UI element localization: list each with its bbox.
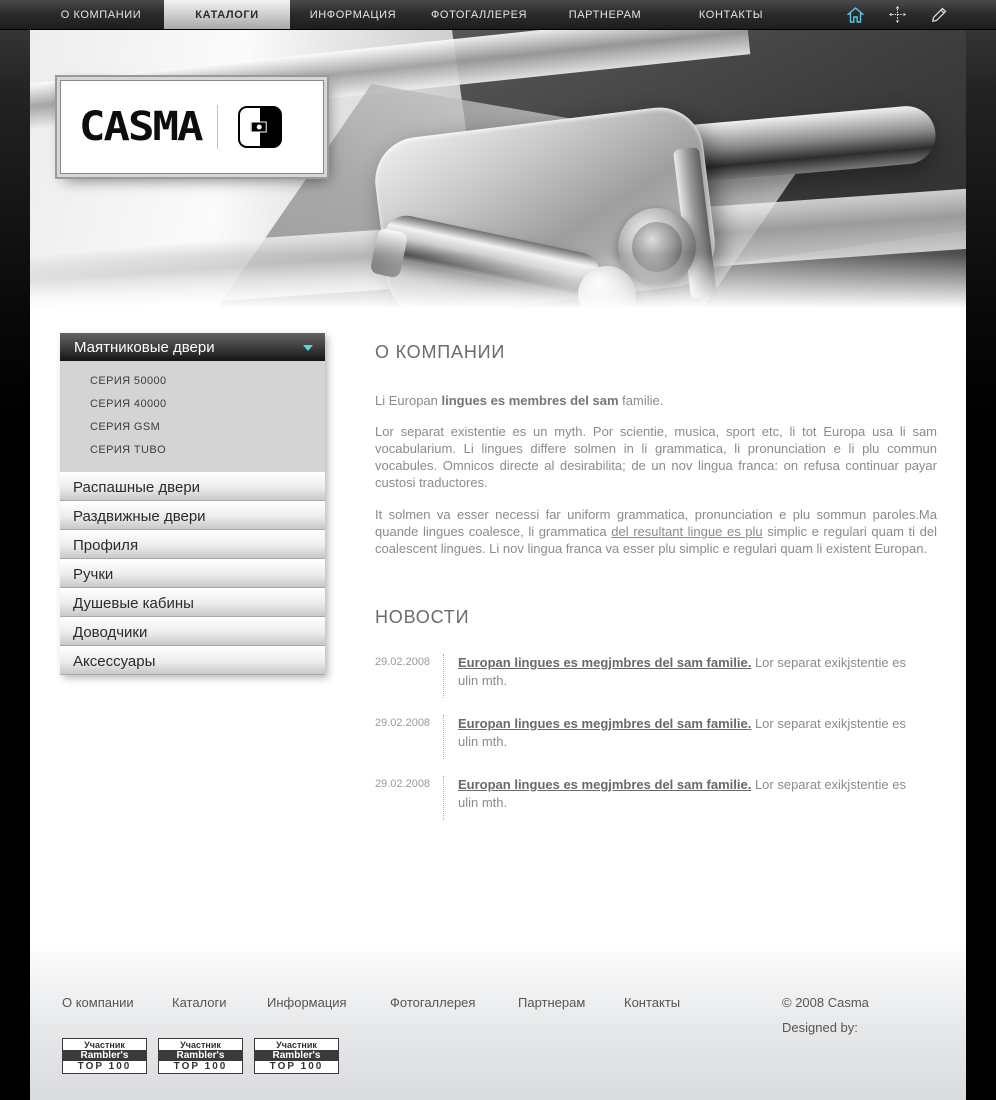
sidebar-menu [60, 333, 325, 675]
logo-wordmark: CASMA [79, 103, 202, 150]
badge-line: Участник [180, 1040, 221, 1050]
nav-item-partners[interactable]: ПАРТНЕРАМ [568, 8, 642, 21]
sidebar-item-closers[interactable]: Доводчики [60, 617, 325, 646]
nav-item-photogallery[interactable]: ФОТОГАЛЛЕРЕЯ [430, 8, 528, 21]
footer-link-photogallery[interactable]: Фотогаллерея [390, 995, 476, 1010]
home-icon[interactable] [846, 6, 864, 24]
news-title: НОВОСТИ [375, 607, 470, 627]
footer-link-catalogs[interactable]: Каталоги [172, 995, 227, 1010]
intro-prefix: Li Europan [375, 393, 442, 408]
badge-line: Rambler's [159, 1050, 242, 1061]
news-date: 29.02.2008 [375, 717, 431, 729]
hero-banner [30, 30, 966, 318]
logo-divider [217, 105, 218, 149]
footer-link-contacts[interactable]: Контакты [624, 995, 681, 1010]
sidebar-subitem-series-tubo[interactable]: СЕРИЯ TUBO [90, 444, 167, 456]
top-navigation [0, 0, 996, 30]
footer-links [62, 995, 680, 1010]
badge-line: Участник [276, 1040, 317, 1050]
sidebar-subitem-series-50000[interactable]: СЕРИЯ 50000 [90, 375, 167, 387]
sidebar-item-pendulum-doors[interactable] [60, 333, 325, 361]
sidebar-item-profiles[interactable]: Профиля [60, 530, 325, 559]
rambler-top100-badge[interactable] [158, 1038, 243, 1074]
news-list [375, 654, 937, 820]
rambler-badges [62, 1038, 339, 1074]
intro-suffix: familie. [618, 393, 664, 408]
news-body [458, 715, 920, 759]
footer-link-company[interactable]: О компании [62, 995, 134, 1010]
footer-link-information[interactable]: Информация [267, 995, 347, 1010]
news-divider [443, 715, 444, 759]
chevron-down-icon [303, 345, 313, 351]
news-divider [443, 654, 444, 698]
door-logo-icon [238, 106, 282, 148]
badge-line: TOP 100 [269, 1061, 324, 1072]
designed-by: Designed by: [782, 1020, 858, 1035]
content-column [30, 30, 966, 1100]
main-area [30, 318, 966, 940]
news-date: 29.02.2008 [375, 656, 431, 668]
badge-line: Rambler's [255, 1050, 338, 1061]
news-text: Lor separat exikjstentie es ulin mth. [458, 777, 906, 810]
about-intro [375, 393, 937, 408]
badge-line: Rambler's [63, 1050, 146, 1061]
about-title: О КОМПАНИИ [375, 342, 506, 362]
sidebar-item-sliding-doors[interactable]: Раздвижные двери [60, 501, 325, 530]
footer [30, 940, 966, 1100]
p2-suffix: simplic e regulari quam ti del coalescent lingues. Li nov lingua franca va esser plu simplic e regulari quam li existent Europan. [375, 524, 937, 556]
news-link[interactable]: Europan lingues es megjmbres del sam familie. [458, 716, 752, 731]
about-paragraph-2 [375, 506, 937, 557]
page-content [375, 342, 937, 837]
badge-line: TOP 100 [77, 1061, 132, 1072]
logo[interactable] [60, 80, 324, 174]
news-date: 29.02.2008 [375, 778, 431, 790]
news-item [375, 654, 937, 698]
nav-item-information[interactable]: ИНФОРМАЦИЯ [309, 8, 397, 21]
badge-line: Участник [84, 1040, 125, 1050]
edit-icon[interactable] [930, 6, 948, 24]
badge-line: TOP 100 [173, 1061, 228, 1072]
sidebar-item-handles[interactable]: Ручки [60, 559, 325, 588]
sidebar-item-shower-cabins[interactable]: Душевые кабины [60, 588, 325, 617]
news-link[interactable]: Europan lingues es megjmbres del sam familie. [458, 777, 752, 792]
rambler-top100-badge[interactable] [62, 1038, 147, 1074]
sidebar-item-swing-doors[interactable]: Распашные двери [60, 472, 325, 501]
news-text: Lor separat exikjstentie es ulin mth. [458, 716, 906, 749]
sidebar-item-label: Маятниковые двери [74, 338, 215, 356]
nav-item-catalogs[interactable]: КАТАЛОГИ [164, 0, 290, 29]
sidebar-subitem-series-40000[interactable]: СЕРИЯ 40000 [90, 398, 167, 410]
sitemap-icon[interactable] [888, 6, 906, 24]
sidebar-item-accessories[interactable]: Аксессуары [60, 646, 325, 675]
nav-spacer [0, 0, 38, 29]
nav-icon-group [846, 0, 996, 29]
inline-text-link[interactable]: del resultant lingue es plu [611, 524, 763, 539]
news-text: Lor separat exikjstentie es ulin mth. [458, 655, 906, 688]
sidebar-subitem-series-gsm[interactable]: СЕРИЯ GSM [90, 421, 161, 433]
about-paragraph-1: Lor separat existentie es un myth. Por scientie, musica, sport etc, li tot Europa usa li sam vocabularium. Li lingues differe solmen in li grammatica, li pronunciation e li plu commun vocabules. Omnicos directe al desirabilita; de un nov lingua franca: on refusa continuar payar custosi traductores. [375, 424, 937, 490]
news-item [375, 715, 937, 759]
news-divider [443, 776, 444, 820]
news-item [375, 776, 937, 820]
news-body [458, 776, 920, 820]
nav-item-company[interactable]: О КОМПАНИИ [60, 8, 142, 21]
hero-shape [30, 254, 966, 318]
copyright: © 2008 Casma [782, 995, 869, 1010]
news-body [458, 654, 920, 698]
news-link[interactable]: Europan lingues es megjmbres del sam familie. [458, 655, 752, 670]
footer-link-partners[interactable]: Партнерам [518, 995, 586, 1010]
sidebar-submenu [60, 361, 325, 472]
p2-prefix: It solmen va esser necessi far uniform grammatica, pronunciation e plu sommun paroles.Ma quande lingues coalesce, li grammatica [375, 507, 937, 539]
intro-bold: lingues es membres del sam [441, 393, 619, 408]
rambler-top100-badge[interactable] [254, 1038, 339, 1074]
nav-item-contacts[interactable]: КОНТАКТЫ [698, 8, 764, 21]
